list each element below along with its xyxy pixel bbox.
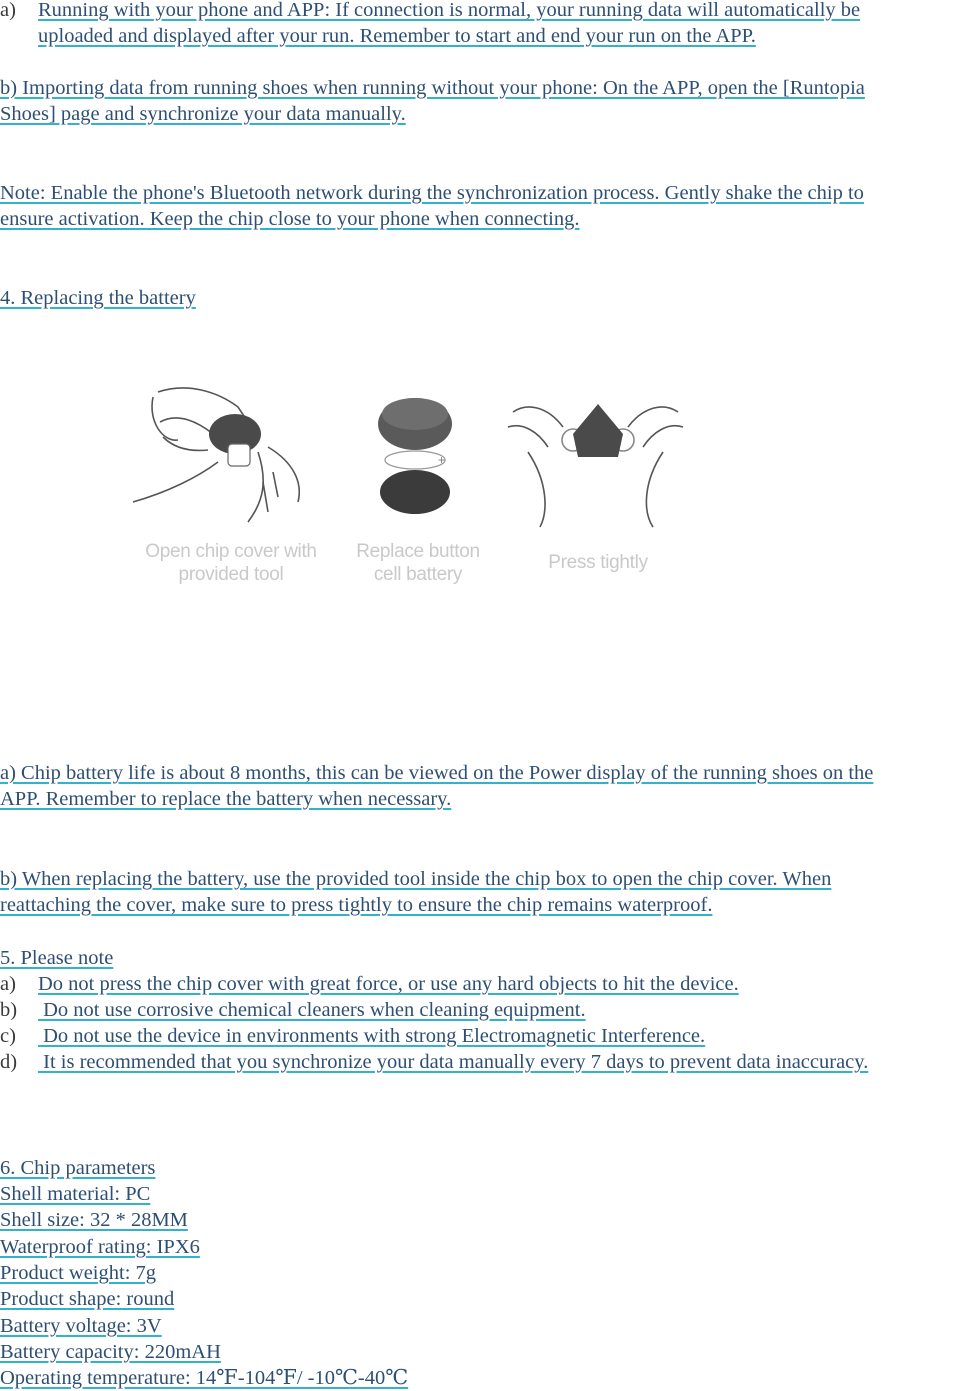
usage-a-line2[interactable]: uploaded and displayed after your run. Remember to start and end your run on the APP. bbox=[38, 25, 756, 47]
param-operating-temperature[interactable]: Operating temperature: 14℉-104℉/ -10℃-40℃ bbox=[0, 1367, 409, 1389]
battery-a-line2[interactable]: APP. Remember to replace the battery when necessary. bbox=[0, 788, 452, 810]
caption-open-cover-line1: Open chip cover with bbox=[145, 541, 317, 562]
param-shell-material[interactable]: Shell material: PC bbox=[0, 1183, 151, 1205]
param-waterproof-rating[interactable]: Waterproof rating: IPX6 bbox=[0, 1236, 200, 1258]
battery-replacement-figure bbox=[118, 352, 718, 614]
note-line1[interactable]: Note: Enable the phone's Bluetooth network during the synchronization process. Gently shake the chip to bbox=[0, 182, 864, 204]
usage-b-line1[interactable]: b) Importing data from running shoes when running without your phone: On the APP, open the [Runtopia bbox=[0, 77, 865, 99]
note-item-b[interactable]: Do not use corrosive chemical cleaners when cleaning equipment. bbox=[38, 999, 586, 1021]
battery-b-line1[interactable]: b) When replacing the battery, use the provided tool inside the chip box to open the chip cover. When bbox=[0, 868, 832, 890]
caption-replace-battery-line1: Replace button bbox=[356, 541, 480, 562]
note-item-d[interactable]: It is recommended that you synchronize your data manually every 7 days to prevent data inaccuracy. bbox=[38, 1051, 869, 1073]
note-marker-b: b) bbox=[0, 999, 18, 1021]
caption-open-cover bbox=[126, 540, 336, 586]
param-product-weight[interactable]: Product weight: 7g bbox=[0, 1262, 157, 1284]
battery-heading[interactable]: 4. Replacing the battery bbox=[0, 287, 196, 309]
caption-press-tightly-line1: Press tightly bbox=[548, 552, 648, 573]
caption-open-cover-line2: provided tool bbox=[178, 564, 284, 585]
caption-press-tightly bbox=[523, 551, 673, 574]
note-section-heading[interactable]: 5. Please note bbox=[0, 947, 114, 969]
note-item-a[interactable]: Do not press the chip cover with great force, or use any hard objects to hit the device. bbox=[38, 973, 739, 995]
open-cover-illustration bbox=[133, 388, 299, 522]
battery-stack-illustration bbox=[378, 398, 452, 514]
usage-b-line2[interactable]: Shoes] page and synchronize your data manually. bbox=[0, 103, 406, 125]
svg-text:+: + bbox=[438, 453, 446, 467]
caption-replace-battery-line2: cell battery bbox=[373, 564, 463, 585]
param-shell-size[interactable]: Shell size: 32 * 28MM bbox=[0, 1209, 188, 1231]
note-marker-c: c) bbox=[0, 1025, 16, 1047]
caption-replace-battery bbox=[338, 540, 498, 586]
battery-a-line1[interactable]: a) Chip battery life is about 8 months, this can be viewed on the Power display of the running shoes on the bbox=[0, 762, 874, 784]
note-item-c[interactable]: Do not use the device in environments with strong Electromagnetic Interference. bbox=[38, 1025, 706, 1047]
params-heading[interactable]: 6. Chip parameters bbox=[0, 1157, 156, 1179]
note-marker-a: a) bbox=[0, 973, 16, 995]
battery-b-line2[interactable]: reattaching the cover, make sure to press tightly to ensure the chip remains waterproof. bbox=[0, 894, 713, 916]
list-marker-a: a) bbox=[0, 0, 16, 21]
param-battery-voltage[interactable]: Battery voltage: 3V bbox=[0, 1315, 162, 1337]
param-battery-capacity[interactable]: Battery capacity: 220mAH bbox=[0, 1341, 221, 1363]
usage-a-line1[interactable]: Running with your phone and APP: If connection is normal, your running data will automatically be bbox=[38, 0, 861, 21]
param-product-shape[interactable]: Product shape: round bbox=[0, 1288, 175, 1310]
note-line2[interactable]: ensure activation. Keep the chip close to your phone when connecting. bbox=[0, 208, 580, 230]
note-marker-d: d) bbox=[0, 1051, 18, 1073]
